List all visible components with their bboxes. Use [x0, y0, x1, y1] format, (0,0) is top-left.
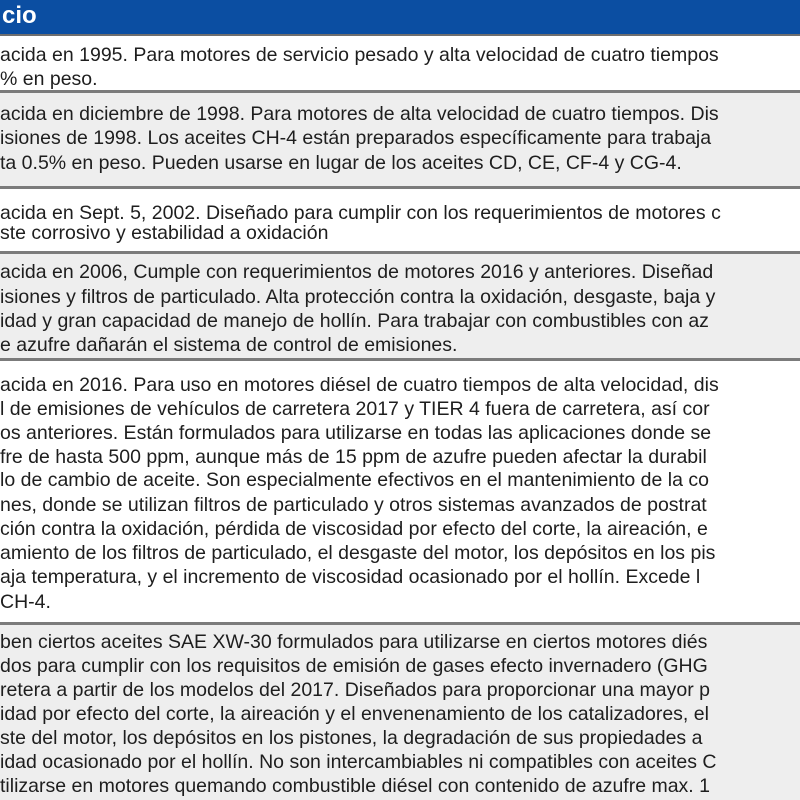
row-text-line: acida en 1995. Para motores de servicio pesado y alta velocidad de cuatro tiempos	[0, 44, 719, 66]
table-row	[0, 361, 800, 622]
row-text-line: fre de hasta 500 ppm, aunque más de 15 ppm de azufre pueden afectar la durabil	[0, 446, 707, 468]
row-text-line: idad por efecto del corte, la aireación y el envenenamiento de los catalizadores, el	[0, 703, 709, 725]
row-text-line: acida en 2006, Cumple con requerimientos de motores 2016 y anteriores. Diseñad	[0, 261, 714, 283]
row-text-line: ta 0.5% en peso. Pueden usarse en lugar de los aceites CD, CE, CF-4 y CG-4.	[0, 152, 682, 174]
row-text-line: acida en 2016. Para uso en motores diésel de cuatro tiempos de alta velocidad, dis	[0, 374, 719, 396]
row-text-line: idad ocasionado por el hollín. No son intercambiables ni compatibles con aceites C	[0, 751, 717, 773]
row-text-line: tilizarse en motores quemando combustible diésel con contenido de azufre max. 1	[0, 775, 710, 797]
row-text-line: ción contra la oxidación, pérdida de viscosidad por efecto del corte, la aireación, e	[0, 518, 708, 540]
row-text-line: % en peso.	[0, 68, 98, 90]
row-text-line: nes, donde se utilizan filtros de particulado y otros sistemas avanzados de postrat	[0, 494, 707, 516]
table-row	[0, 625, 800, 800]
row-text-line: ste del motor, los depósitos en los pistones, la degradación de sus propiedades a	[0, 727, 703, 749]
row-text-line: idad y gran capacidad de manejo de hollín. Para trabajar con combustibles con az	[0, 310, 709, 332]
row-text-line: ben ciertos aceites SAE XW-30 formulados para utilizarse en ciertos motores diés	[0, 631, 708, 653]
row-text-line: lo de cambio de aceite. Son especialmente efectivos en el mantenimiento de la co	[0, 469, 709, 491]
table-row	[0, 254, 800, 358]
row-text-line: os anteriores. Están formulados para utilizarse en todas las aplicaciones donde se	[0, 422, 712, 444]
row-text-line: CH-4.	[0, 591, 51, 613]
row-text-line: amiento de los filtros de particulado, el desgaste del motor, los depósitos en los pis	[0, 542, 716, 564]
table-header	[0, 0, 800, 36]
row-text-line: ste corrosivo y estabilidad a oxidación	[0, 222, 329, 244]
row-text-line: e azufre dañarán el sistema de control de emisiones.	[0, 334, 458, 356]
row-text-line: l de emisiones de vehículos de carretera 2017 y TIER 4 fuera de carretera, así cor	[0, 398, 710, 420]
row-text-line: retera a partir de los modelos del 2017. Diseñados para proporcionar una mayor p	[0, 679, 710, 701]
row-text-line: isiones y filtros de particulado. Alta protección contra la oxidación, desgaste, baja y	[0, 286, 716, 308]
table-row	[0, 36, 800, 90]
table-row	[0, 189, 800, 251]
row-text-line: dos para cumplir con los requisitos de emisión de gases efecto invernadero (GHG	[0, 655, 708, 677]
row-text-line: isiones de 1998. Los aceites CH-4 están preparados específicamente para trabaja	[0, 127, 712, 149]
table-row	[0, 93, 800, 186]
row-text-line: acida en Sept. 5, 2002. Diseñado para cumplir con los requerimientos de motores c	[0, 202, 721, 224]
row-text-line: aja temperatura, y el incremento de viscosidad ocasionado por el hollín. Excede l	[0, 566, 701, 588]
row-text-line: acida en diciembre de 1998. Para motores de alta velocidad de cuatro tiempos. Dis	[0, 103, 719, 125]
header-title: cio	[2, 2, 37, 29]
